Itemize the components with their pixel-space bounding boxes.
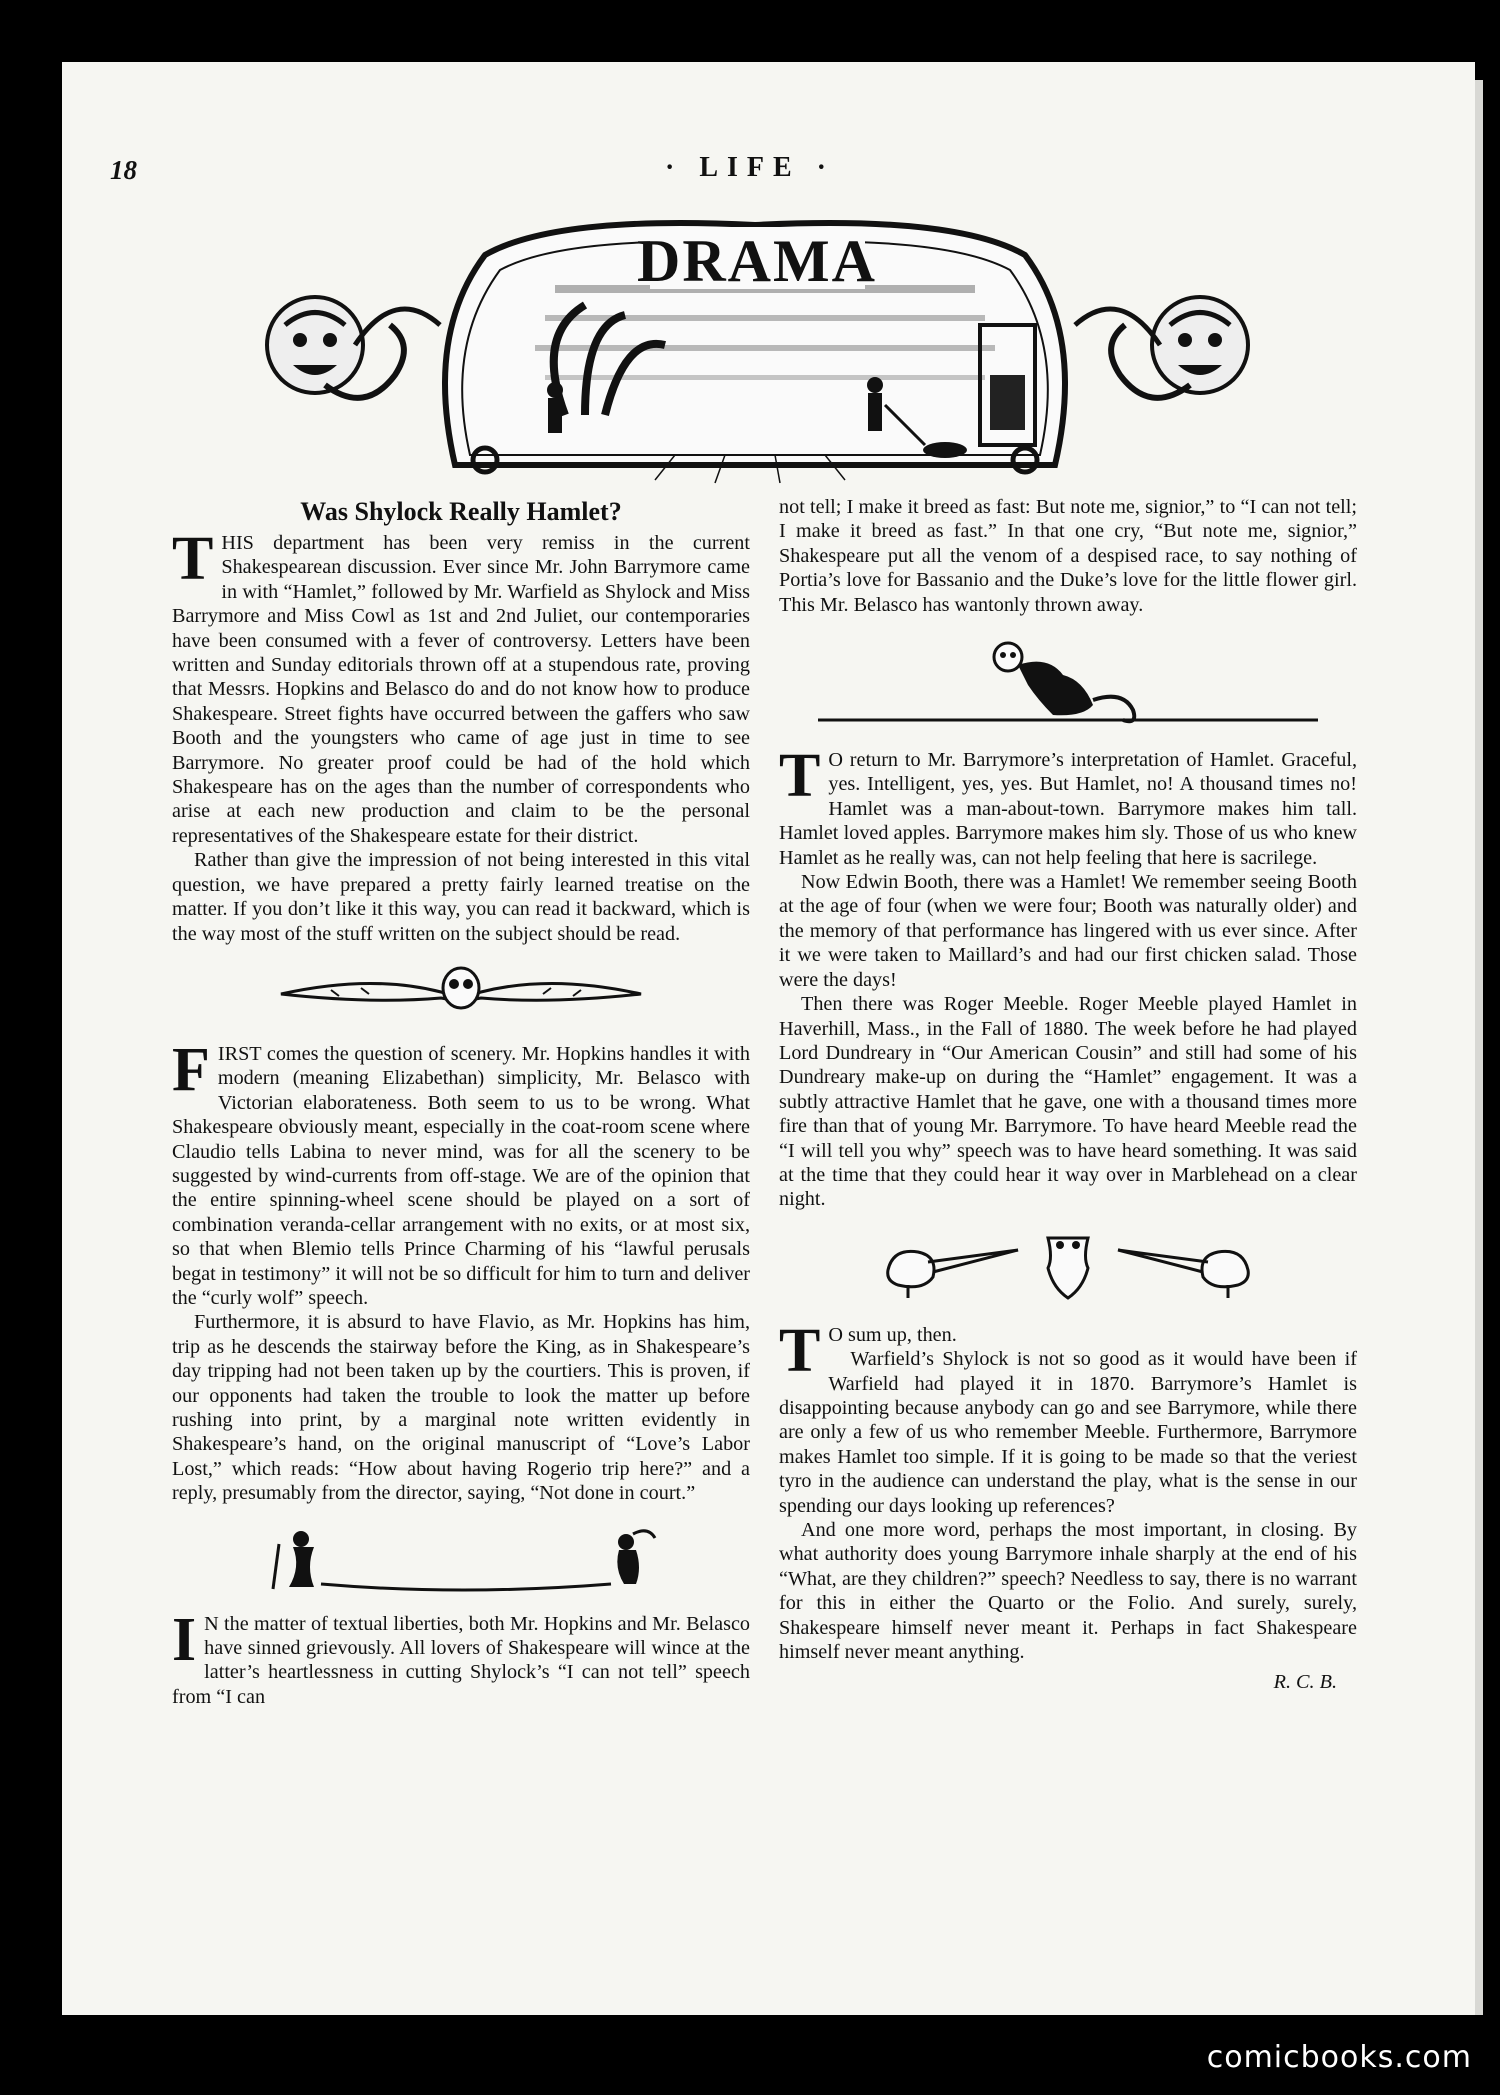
paragraph: Now Edwin Booth, there was a Hamlet! We remember seeing Booth at the age of four (when we were four; Booth was naturally older) and the memory of that performance has lingered with us ever since. After it we were taken to Maillard’s and had our first chicken salad. Those were the days!: [779, 871, 1357, 991]
comedy-tragedy-mask-right-icon: [1075, 297, 1248, 398]
article-headline: Was Shylock Really Hamlet?: [300, 497, 622, 526]
paragraph: T O return to Mr. Barrymore’s interpretation of Hamlet. Graceful, yes. Intelligent, yes, yes. But Hamlet, no! A thousand times no! Hamlet was a man-about-town. Barrymore makes him tall. Hamlet loved apples. Barrymore makes him sly. Those of us who knew Hamlet as he really was, can not help feeling that here is sacrilege.: [779, 742, 1357, 869]
drop-cap: F: [172, 1035, 210, 1104]
paragraph: Then there was Roger Meeble. Roger Meeble played Hamlet in Haverhill, Mass., in the Fall of 1880. The week before he had played Lord Dundreary in “Our American Cousin” and still had some of his Dundreary make-up on during the “Hamlet” engagement. It was a subtly attractive Hamlet that he gave, one with a thousand times more fire than that of young Mr. Barrymore. To have heard Meeble read the “I will tell you why” speech was to have heard something. It was said at the time that they could hear it way over in Marblehead on a clear night.: [779, 993, 1357, 1211]
paragraph: T O sum up, then.: [779, 1316, 957, 1385]
paragraph: And one more word, perhaps the most important, in closing. By what authority does young Barrymore inhale sharply at the end of his “What, are they children?” speech? Needless to say, there is no warrant for this in either the Quarto or the Folio. And surely, surely, Shakespeare himself never meant it. Perhaps in fact Shakespeare himself never meant anything.: [779, 1519, 1357, 1664]
running-head: · LIFE ·: [664, 152, 836, 183]
figures-on-rope-vignette-icon: [251, 1524, 671, 1594]
article-right-column: [779, 495, 1357, 1695]
drama-title: DRAMA: [637, 228, 877, 294]
paragraph: Furthermore, it is absurd to have Flavio, as Mr. Hopkins has him, trip as he descends the stairway before the King, as in Shakespeare’s day tripping had not been taken up by the courtiers. This is proven, if our opponents had taken the trouble to look the matter up before rushing into print, by a marginal note written evidently in Shakespeare’s hand, on the original manuscript of “Love’s Labor Lost,” which reads: “How about having Rogerio trip here?” and a reply, presumably from the director, saying, “Not done in court.”: [172, 1311, 750, 1505]
paragraph: FIRST comes the question of scenery. Mr. Hopkins handles it with modern (meaning Elizabethan) simplicity, Mr. Belasco with Victorian elaborateness. Both seem to us to be wrong. What Shakespeare obviously meant, especially in the coat-room scene where Claudio tells Labina to never mind, was for all the scenery to be suggested by wind-currents from off-stage. We are of the opinion that the entire spinning-wheel scene should be played on a sort of combination veranda-cellar arrangement with no exits, or at most six, so that when Blemio tells Prince Charming of his “lawful perusals begat in testimony” it will not be so difficult for him to turn and deliver the “curly wolf” speech.: [172, 1035, 750, 1309]
paragraph: I N the matter of textual liberties, both Mr. Hopkins and Mr. Belasco have sinned grievously. All lovers of Shakespeare will wince at the latter’s heartlessness in cutting Shylock’s “I can not tell” speech from “I can: [172, 1605, 750, 1708]
paragraph: Rather than give the impression of not being interested in this vital question, we have prepared a pretty fairly learned treatise on the matter. If you don’t like it this way, you can read it backward, which is the way most of the stuff written on the subject should be read.: [172, 849, 750, 945]
drop-cap: I: [172, 1605, 197, 1674]
watermark: comicbooks.com: [1206, 2040, 1472, 2075]
paragraph: not tell; I make it breed as fast: But note me, signior,” to “I can not tell; I make it breed as fast.” In that one cry, “But note me, signior,” Shakespeare put all the venom of a despised race, to say nothing of Portia’s love for Bassanio and the Duke’s love for the little flower girl. This Mr. Belasco has wantonly thrown away.: [779, 496, 1357, 616]
author-signature: R. C. B.: [1273, 1671, 1337, 1694]
monkey-with-skull-vignette-icon: [818, 635, 1318, 730]
drop-cap: T: [779, 1316, 821, 1385]
comedy-tragedy-mask-left-icon: [267, 297, 440, 398]
facing-page-edge: [1475, 80, 1483, 2015]
drop-cap: T: [172, 525, 214, 593]
drop-cap: T: [779, 742, 821, 811]
paragraph: Warfield’s Shylock is not so good as it would have been if Warfield had played it in 1870. Barrymore’s Hamlet is disappointing because anybody can go and see Barrymore, while there are only a few of us who remember Meeble. Furthermore, Barrymore makes Hamlet too simple. If it is going to be made so that the veriest tyro in the audience can understand the play, what is the sense in our spending our days looking up references?: [779, 1348, 1357, 1517]
drama-banner-illustration: [255, 215, 1260, 485]
owl-banner-vignette-icon: [271, 964, 651, 1024]
page-number: 18: [110, 155, 137, 185]
paragraph: THIS department has been very remiss in the current Shakespearean discussion. Ever since Mr. John Barrymore came in with “Hamlet,” followed by Mr. Warfield as Shylock and Miss Barrymore and Miss Cowl as 1st and 2nd Juliet, our contemporaries have been consumed with a fever of controversy. Letters have been written and Sunday editorials thrown off at a stupendous rate, proving that Messrs. Hopkins and Belasco do and do not know how to produce Shakespeare. Street fights have occurred between the gaffers who saw Booth and the youngsters who came of age just in time to see Barrymore. No greater proof could be had of the hold which Shakespeare has on the ages than the number of correspondents who arise at each new production and claim to be the personal representatives of the Shakespeare estate for their district.: [172, 525, 750, 847]
birds-and-urn-vignette-icon: [868, 1230, 1268, 1305]
article-left-column: [172, 497, 750, 1709]
